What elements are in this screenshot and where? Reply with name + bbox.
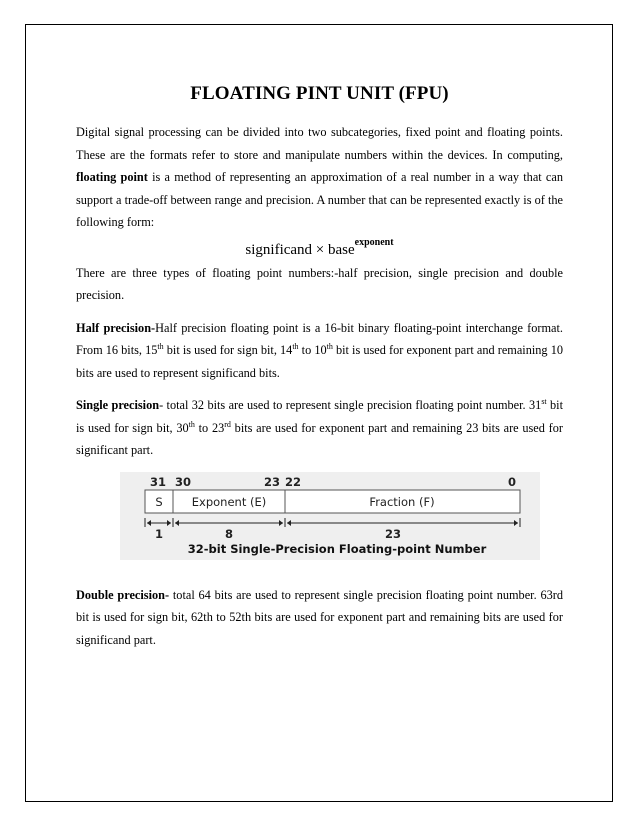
intro-text-2: is a method of representing an approximation of a real number in a way that can support a trade-off between range and precision. A number that can be represented exactly is of the following form: — [76, 170, 563, 229]
single-text-3: to 23 — [194, 420, 225, 435]
single-sup-1: st — [541, 396, 547, 406]
intro-text-1: Digital signal processing can be divided into two subcategories, fixed point and floating points. These are the formats refer to store and manipulate numbers within the devices. In computing, — [76, 125, 563, 162]
double-text: total 64 bits are used to represent single precision floating point number. 63rd bit is used for sign bit, 62th to 52th bits are used for exponent part and remaining bits are used for significand part. — [76, 587, 563, 647]
half-text-2: bit is used for sign bit, 14 — [163, 343, 293, 357]
half-precision-heading: Half precision- — [76, 320, 156, 335]
formula-base: significand × base — [245, 241, 355, 258]
half-sup-2: th — [292, 341, 299, 351]
bit-label-23: 23 — [264, 474, 281, 489]
field-exponent: Exponent (E) — [191, 494, 267, 509]
page-title: FLOATING PINT UNIT (FPU) — [190, 83, 449, 104]
field-fraction: Fraction (F) — [369, 494, 435, 509]
half-text-4: bit is used for exponent part and remaining 10 bits are used to represent significand bits. — [76, 343, 563, 380]
single-precision-heading: Single precision — [76, 398, 160, 412]
half-sup-1: th — [157, 341, 164, 351]
single-text-1: - total 32 bits are used to represent single precision floating point number. 31 — [159, 398, 542, 412]
half-sup-3: th — [326, 341, 333, 351]
double-precision-heading: Double precision- — [76, 587, 170, 602]
single-text-4: bits are used for exponent part and remaining 23 bits are used for significant part. — [76, 420, 563, 457]
formula — [76, 236, 563, 260]
document-body — [76, 83, 563, 651]
width-exponent: 8 — [224, 526, 234, 541]
bit-label-31: 31 — [150, 474, 167, 489]
field-sign: S — [155, 494, 163, 509]
single-precision-paragraph — [76, 394, 563, 462]
bit-label-22: 22 — [285, 474, 302, 489]
half-text-3: to 10 — [298, 343, 327, 357]
bit-label-0: 0 — [508, 474, 517, 489]
width-fraction: 23 — [384, 526, 402, 541]
width-sign: 1 — [154, 526, 164, 541]
double-precision-paragraph — [76, 584, 563, 652]
half-precision-paragraph — [76, 317, 563, 385]
half-text-1: Half precision floating point is a 16-bit binary floating-point interchange format. From 16 bits, 15 — [76, 320, 563, 357]
formula-exponent: exponent — [354, 236, 394, 248]
types-paragraph: There are three types of floating point numbers:-half precision, single precision and double precision. — [76, 265, 563, 302]
single-sup-2: th — [188, 419, 195, 429]
diagram-caption: 32-bit Single-Precision Floating-point Number — [187, 541, 487, 556]
single-precision-diagram — [120, 472, 540, 560]
bit-label-30: 30 — [175, 474, 192, 489]
intro-paragraph — [76, 121, 563, 234]
single-sup-3: rd — [224, 419, 231, 429]
single-text-2: bit is used for sign bit, 30 — [76, 398, 564, 435]
intro-bold-term: floating point — [76, 170, 148, 184]
